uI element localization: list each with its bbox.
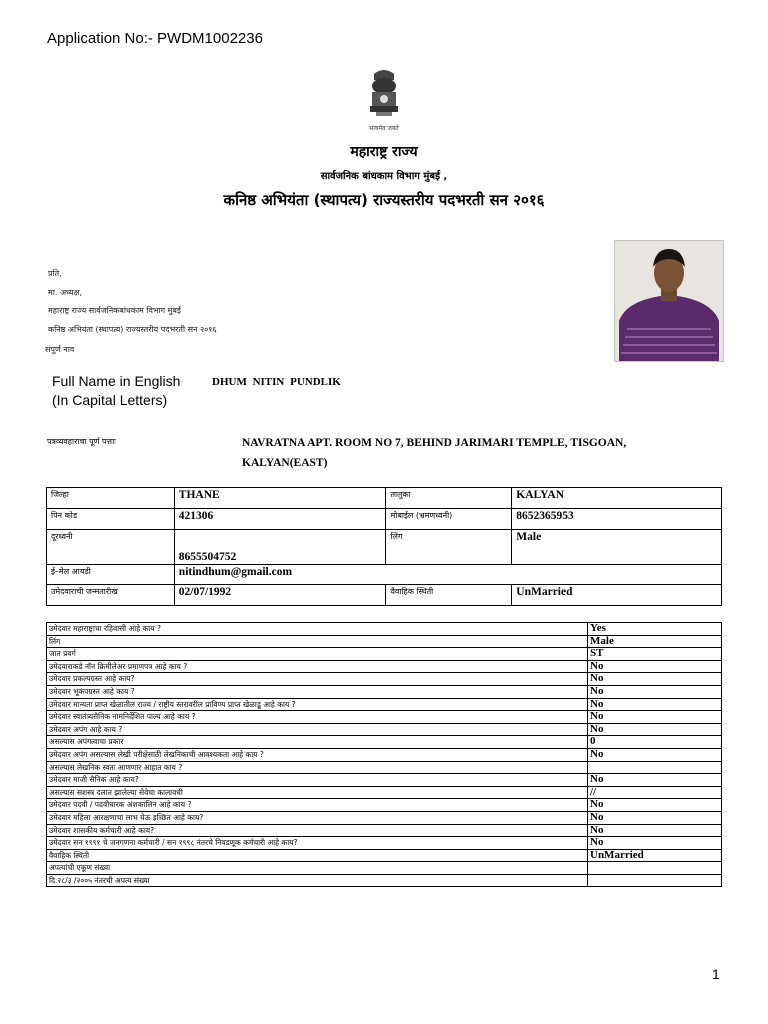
- question-row: [47, 648, 722, 661]
- question-row: [47, 673, 722, 686]
- question-answer: UnMarried: [588, 849, 722, 862]
- full-name-english-label: Full Name in English: [52, 373, 181, 389]
- question-answer: [588, 874, 722, 887]
- question-row: [47, 761, 722, 774]
- question-row: [47, 711, 722, 724]
- applicant-photo: [614, 240, 724, 362]
- detail-label: दूरध्वनी: [47, 530, 175, 565]
- question-row: [47, 774, 722, 787]
- detail-value: KALYAN: [512, 488, 722, 509]
- question-row: [47, 748, 722, 761]
- question-row: [47, 837, 722, 850]
- detail-value: Male: [512, 530, 722, 565]
- detail-value: 8652365953: [512, 509, 722, 530]
- recruitment-title: कनिष्ठ अभियंता (स्थापत्य) राज्यस्तरीय पदभरती सन २०१६: [223, 191, 545, 209]
- question-answer: Yes: [588, 623, 722, 636]
- question-text: उमेदवार मान्यता प्राप्त खेळातील राज्य / राष्ट्रीय स्तरावरील प्राविण्य प्राप्त खेळाडू आहे काय ?: [47, 698, 588, 711]
- question-answer: [588, 862, 722, 875]
- question-text: उमेदवार सन १९९१ चे जनगणना कर्मचारी / सन १९९८ नंतरचे निवडणूक कर्मचारी आहे काय?: [47, 837, 588, 850]
- eligibility-questions-table: [46, 622, 722, 887]
- address-line-2: मा. अध्यक्ष,: [48, 288, 82, 297]
- question-answer: No: [588, 824, 722, 837]
- person-photo-icon: [615, 241, 723, 361]
- question-row: [47, 623, 722, 636]
- question-row: [47, 660, 722, 673]
- question-text: उमेदवार अपंग असल्यास लेखी परीक्षेसाठी लेखनिकाची आवश्यकता आहे काय ?: [47, 748, 588, 761]
- detail-label: पिन कोड: [47, 509, 175, 530]
- question-text: वैवाहिक स्थिती: [47, 849, 588, 862]
- question-row: [47, 799, 722, 812]
- full-name-value: DHUM NITIN PUNDLIK: [212, 376, 341, 388]
- question-text: असल्यास अपंगत्वाचा प्रकार: [47, 736, 588, 749]
- postal-address-value: NAVRATNA APT. ROOM NO 7, BEHIND JARIMARI TEMPLE, TISGOAN, KALYAN(EAST): [242, 437, 627, 469]
- state-heading: महाराष्ट्र राज्य: [350, 144, 418, 160]
- question-row: [47, 862, 722, 875]
- question-answer: Male: [588, 635, 722, 648]
- question-row: [47, 723, 722, 736]
- detail-label: लिंग: [386, 530, 512, 565]
- department-heading: सार्वजनिक बांधकाम विभाग मुंबई ,: [320, 171, 448, 182]
- detail-value: 421306: [174, 509, 386, 530]
- question-row: [47, 685, 722, 698]
- question-row: [47, 811, 722, 824]
- question-text: उमेदवार प्रकल्पग्रस्त आहे काय?: [47, 673, 588, 686]
- question-answer: [588, 761, 722, 774]
- question-row: [47, 874, 722, 887]
- question-text: उमेदवार स्वातंत्र्यसैनिक नामनिर्देशित पाल्य आहे काय ?: [47, 711, 588, 724]
- question-text: लिंग: [47, 635, 588, 648]
- question-answer: No: [588, 723, 722, 736]
- question-text: अपत्यांची एकूण संख्या: [47, 862, 588, 875]
- question-answer: No: [588, 774, 722, 787]
- question-answer: No: [588, 811, 722, 824]
- detail-label: वैवाहिक स्थिती: [386, 585, 512, 606]
- detail-label: जिल्हा: [47, 488, 175, 509]
- question-answer: No: [588, 685, 722, 698]
- question-text: उमेदवार भूकंपग्रस्त आहे काय ?: [47, 685, 588, 698]
- question-answer: No: [588, 748, 722, 761]
- question-answer: No: [588, 673, 722, 686]
- question-answer: No: [588, 837, 722, 850]
- question-row: [47, 698, 722, 711]
- question-text: दि.२८/३ /२००५ नंतरची अपत्य संख्या: [47, 874, 588, 887]
- detail-label: उमेदवाराची जन्मतारीख: [47, 585, 175, 606]
- detail-value: THANE: [174, 488, 386, 509]
- question-answer: No: [588, 711, 722, 724]
- question-text: जात प्रवर्ग: [47, 648, 588, 661]
- question-row: [47, 849, 722, 862]
- question-text: उमेदवाराकडे नॉन क्रिमीलेअर प्रमाणपत्र आहे काय ?: [47, 660, 588, 673]
- question-text: उमेदवार महाराष्ट्राचा रहिवासी आहे काय ?: [47, 623, 588, 636]
- address-line-3: महाराष्ट्र राज्य सार्वजनिकबांधकाम विभाग मुंबई: [48, 306, 181, 315]
- question-text: उमेदवार माजी सैनिक आहे काय?: [47, 774, 588, 787]
- address-line-4: कनिष्ठ अभियंता (स्थापत्य) राज्यस्तरीय पदभरती सन २०१६: [48, 325, 217, 334]
- detail-value: nitindhum@gmail.com: [174, 565, 721, 585]
- question-text: असल्यास लेखनिक स्वतः आणणार आहात काय ?: [47, 761, 588, 774]
- detail-label: मोबाईल (भ्रमणध्वनी): [386, 509, 512, 530]
- question-row: [47, 824, 722, 837]
- page-number: 1: [712, 966, 720, 982]
- detail-label: ई–मेल आयडी: [47, 565, 175, 585]
- personal-details-table: [46, 487, 722, 606]
- question-row: [47, 786, 722, 799]
- full-name-capital-letters-label: (In Capital Letters): [52, 392, 168, 408]
- question-text: उमेदवार अपंग आहे काय ?: [47, 723, 588, 736]
- question-answer: 0: [588, 736, 722, 749]
- question-row: [47, 736, 722, 749]
- question-answer: ST: [588, 648, 722, 661]
- question-answer: No: [588, 799, 722, 812]
- question-text: उमेदवार पदवी / पदवीधारक अंशकालिन आहे काय ?: [47, 799, 588, 812]
- emblem-motto: सत्यमेव जयते: [369, 125, 399, 132]
- address-line-1: प्रति,: [48, 269, 62, 278]
- application-number: Application No:- PWDM1002236: [47, 30, 263, 47]
- detail-value: 8655504752: [174, 530, 386, 565]
- question-answer: //: [588, 786, 722, 799]
- question-answer: No: [588, 660, 722, 673]
- question-row: [47, 635, 722, 648]
- detail-label: तालुका: [386, 488, 512, 509]
- question-text: असल्यास सशस्त्र दलात झालेल्या सेवेचा कालावधी: [47, 786, 588, 799]
- question-answer: No: [588, 698, 722, 711]
- question-text: उमेदवार शासकीय कर्मचारी आहे काय?: [47, 824, 588, 837]
- full-name-marathi-label: संपूर्ण नाव: [45, 345, 75, 354]
- question-text: उमेदवार महिला आरक्षणाचा लाभ घेऊ इच्छित आहे काय?: [47, 811, 588, 824]
- detail-value: 02/07/1992: [174, 585, 386, 606]
- postal-address-label: पत्रव्यवहाराचा पूर्ण पत्ताः: [47, 437, 116, 446]
- detail-value: UnMarried: [512, 585, 722, 606]
